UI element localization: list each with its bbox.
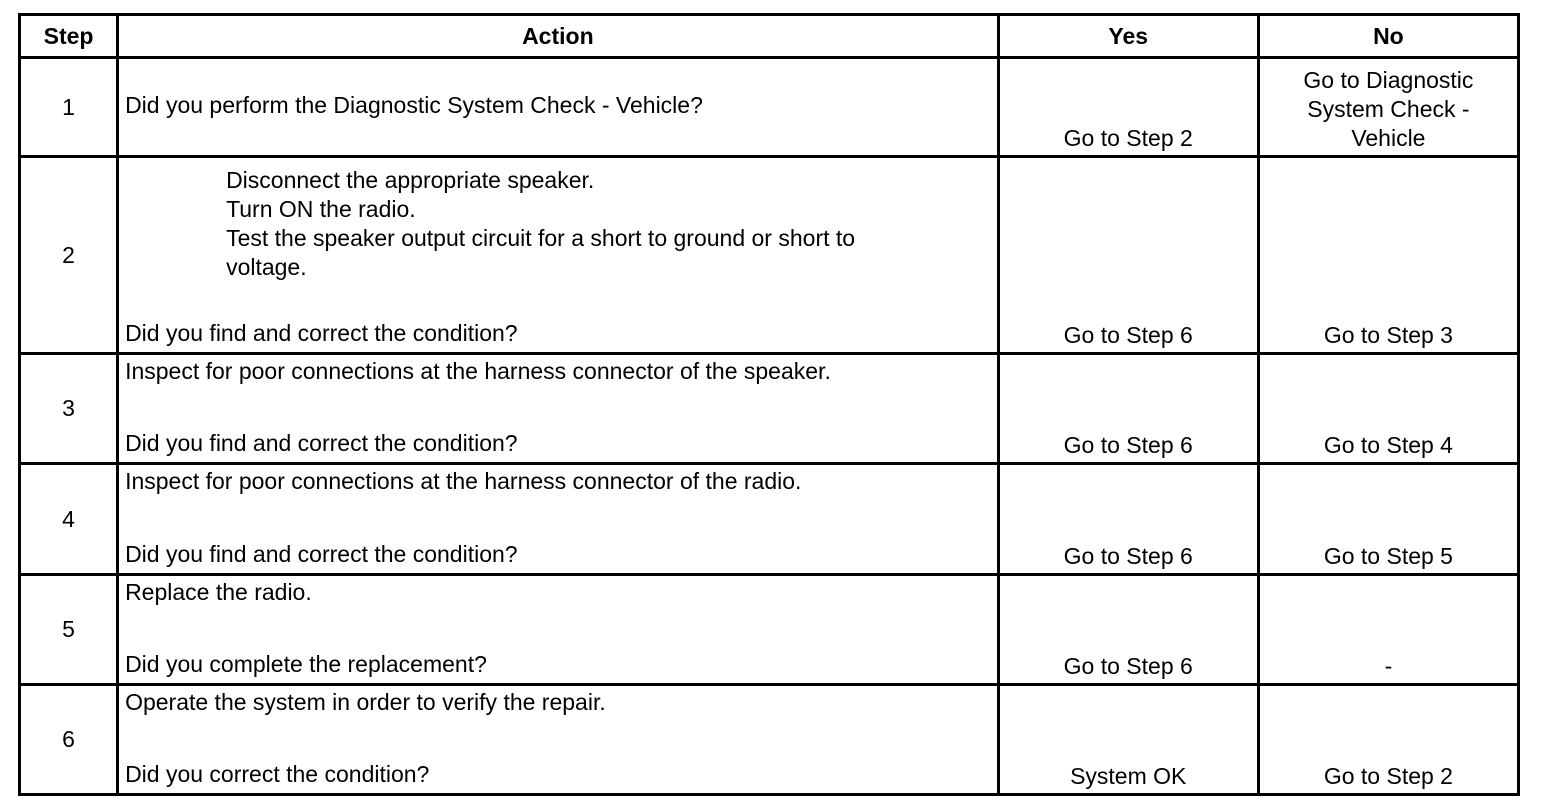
action-question: Did you find and correct the condition? — [125, 430, 518, 456]
no-cell — [1258, 58, 1518, 157]
step-number: 3 — [20, 354, 118, 464]
yes-cell: System OK — [998, 685, 1258, 795]
step-number: 4 — [20, 464, 118, 575]
no-cell: Go to Step 2 — [1258, 685, 1518, 795]
action-instruction: Inspect for poor connections at the harness connector of the speaker. — [125, 358, 831, 384]
step-number: 6 — [20, 685, 118, 795]
yes-cell: Go to Step 6 — [998, 575, 1258, 685]
action-instruction: Replace the radio. — [125, 579, 312, 605]
table-row — [20, 575, 1519, 685]
no-cell-text: Go to Diagnostic System Check - Vehicle — [1303, 67, 1474, 151]
action-question: Did you find and correct the condition? — [125, 320, 518, 346]
substep-item: Disconnect the appropriate speaker. — [226, 167, 595, 193]
action-question: Did you correct the condition? — [125, 761, 430, 787]
action-instruction: Inspect for poor connections at the harness connector of the radio. — [125, 468, 802, 494]
header-yes: Yes — [998, 15, 1258, 58]
action-cell — [118, 685, 999, 795]
header-row — [20, 15, 1519, 58]
no-cell: Go to Step 5 — [1258, 464, 1518, 575]
action-cell — [118, 58, 999, 157]
yes-cell: Go to Step 6 — [998, 464, 1258, 575]
action-cell — [118, 464, 999, 575]
action-question: Did you complete the replacement? — [125, 651, 487, 677]
substep-list — [125, 160, 991, 310]
table-row — [20, 685, 1519, 795]
yes-cell: Go to Step 6 — [998, 354, 1258, 464]
table-row — [20, 464, 1519, 575]
table-row — [20, 157, 1519, 354]
substep-item: Test the speaker output circuit for a short to ground or short to voltage. — [226, 225, 856, 280]
step-number: 1 — [20, 58, 118, 157]
no-cell: - — [1258, 575, 1518, 685]
step-number: 5 — [20, 575, 118, 685]
action-cell — [118, 157, 999, 354]
no-cell: Go to Step 3 — [1258, 157, 1518, 354]
action-question: Did you perform the Diagnostic System Check - Vehicle? — [125, 91, 703, 118]
action-cell — [118, 575, 999, 685]
action-cell — [118, 354, 999, 464]
diagnostic-table — [18, 13, 1520, 796]
action-question: Did you find and correct the condition? — [125, 541, 518, 567]
yes-cell: Go to Step 2 — [998, 58, 1258, 157]
substep-item: Turn ON the radio. — [226, 196, 416, 222]
action-instruction: Operate the system in order to verify the repair. — [125, 689, 606, 715]
yes-cell: Go to Step 6 — [998, 157, 1258, 354]
step-number: 2 — [20, 157, 118, 354]
table-row — [20, 354, 1519, 464]
no-cell: Go to Step 4 — [1258, 354, 1518, 464]
header-action: Action — [118, 15, 999, 58]
table-row — [20, 58, 1519, 157]
header-step: Step — [20, 15, 118, 58]
header-no: No — [1258, 15, 1518, 58]
